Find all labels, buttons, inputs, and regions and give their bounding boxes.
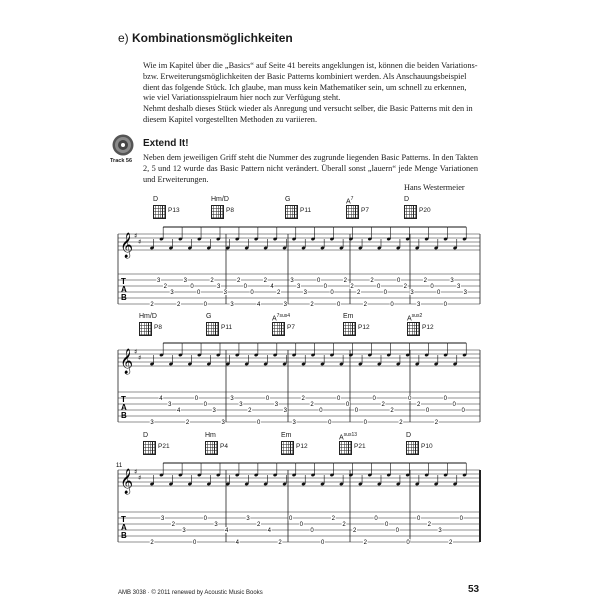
tab-number: 3 <box>212 408 216 414</box>
tab-number: 2 <box>343 278 348 284</box>
tab-number: 3 <box>303 290 308 296</box>
sharp-icon: ♯ <box>134 468 138 476</box>
tab-clef-letter: A <box>121 403 127 412</box>
tab-number: 2 <box>236 278 241 284</box>
tab-number: 2 <box>350 284 354 290</box>
tab-clef-letter: A <box>121 523 127 532</box>
tab-number: 2 <box>434 420 439 426</box>
chord-extension: 7sus4 <box>276 313 291 319</box>
tab-number: 3 <box>214 522 218 528</box>
tab-number: 0 <box>203 516 208 522</box>
tab-number: 2 <box>185 420 190 426</box>
tab-number: 0 <box>196 290 201 296</box>
tab-clef-letter: A <box>121 285 127 294</box>
sharp-icon: ♯ <box>134 348 138 356</box>
tab-number: 4 <box>267 528 272 534</box>
treble-clef-icon: 𝄞 <box>120 349 134 374</box>
pattern-number: P11 <box>300 207 312 214</box>
pattern-number: P11 <box>221 324 233 331</box>
tab-number: 3 <box>438 528 442 534</box>
tab-number: 3 <box>456 284 461 290</box>
tab-number: 2 <box>381 402 385 408</box>
chord-extension: sus13 <box>343 432 358 438</box>
chord-root: D <box>143 432 149 439</box>
pattern-number: P7 <box>287 324 295 331</box>
treble-clef-icon: 𝄞 <box>120 469 134 494</box>
tab-number: 3 <box>290 278 294 284</box>
section-text: Neben dem jeweiligen Griff steht die Nummer des zugrunde liegenden Basic Patterns. In den Takten 2, 5 und 12 wurde das Basic Pattern nicht verändert. Überall sonst „lauern“ jede Menge Variationen und Erweiterungen. <box>143 153 478 184</box>
tab-number: 4 <box>270 284 274 290</box>
tab-number: 0 <box>203 402 208 408</box>
page-number: 53 <box>468 584 480 595</box>
measure-number: 11 <box>116 463 123 469</box>
tab-number: 2 <box>448 540 453 546</box>
tab-number: 0 <box>416 516 421 522</box>
tab-number: 0 <box>288 516 293 522</box>
tab-number: 4 <box>176 408 181 414</box>
tab-number: 0 <box>323 284 328 290</box>
tab-number: 2 <box>403 284 408 290</box>
chord-root: A <box>339 434 344 442</box>
tab-number: 2 <box>310 302 314 308</box>
tab-number: 0 <box>345 402 350 408</box>
pattern-number: P21 <box>158 443 170 450</box>
tab-number: 0 <box>265 396 270 402</box>
tab-number: 2 <box>278 540 282 546</box>
chord-extension: 7 <box>350 196 354 202</box>
tab-number: 2 <box>256 522 261 528</box>
chord-root: A <box>272 315 277 323</box>
tab-clef-letter: T <box>121 395 126 404</box>
tab-number: 2 <box>210 278 214 284</box>
tab-number: 0 <box>316 278 321 284</box>
tab-number: 0 <box>396 278 401 284</box>
tab-number: 0 <box>436 290 441 296</box>
tab-number: 0 <box>192 540 197 546</box>
pattern-number: P12 <box>358 324 370 331</box>
tab-number: 2 <box>176 302 181 308</box>
tab-clef-letter: T <box>121 277 126 286</box>
section-title: Extend It! <box>143 138 189 149</box>
tab-number: 0 <box>395 528 400 534</box>
chord-root: A <box>407 315 412 323</box>
tab-number: 0 <box>459 516 464 522</box>
tab-number: 0 <box>363 420 368 426</box>
tab-number: 0 <box>319 408 323 414</box>
sharp-icon: ♯ <box>134 232 138 240</box>
tab-number: 2 <box>248 408 252 414</box>
tab-number: 0 <box>336 302 341 308</box>
tab-number: 2 <box>356 290 361 296</box>
pattern-number: P10 <box>421 443 433 450</box>
tab-number: 2 <box>301 396 305 402</box>
tab-number: 0 <box>310 528 314 534</box>
tab-number: 0 <box>390 302 394 308</box>
tab-number: 0 <box>430 284 434 290</box>
tab-number: 2 <box>263 278 268 284</box>
chord-root: D <box>153 196 159 203</box>
tab-number: 2 <box>163 284 168 290</box>
tab-number: 0 <box>374 516 378 522</box>
sharp-icon: ♯ <box>138 354 142 362</box>
tab-number: 2 <box>363 302 368 308</box>
tab-number: 3 <box>230 396 234 402</box>
chord-root: Em <box>281 432 292 439</box>
track-label: Track 56 <box>110 158 133 164</box>
tab-number: 0 <box>354 408 359 414</box>
tab-number: 2 <box>310 402 314 408</box>
tab-number: 0 <box>328 420 332 426</box>
tab-number: 0 <box>425 408 430 414</box>
chord-root: Em <box>343 313 354 320</box>
tab-number: 3 <box>283 408 288 414</box>
tab-number: 3 <box>223 290 228 296</box>
tab-number: 0 <box>443 302 448 308</box>
tab-number: 3 <box>183 278 188 284</box>
tab-number: 2 <box>171 522 176 528</box>
chord-root: Hm/D <box>211 196 229 203</box>
tab-clef-letter: B <box>121 531 127 540</box>
tab-number: 3 <box>239 402 243 408</box>
footer-copyright: AMB 3038 · © 2011 renewed by Acoustic Music Books <box>118 590 263 596</box>
sharp-icon: ♯ <box>138 238 142 246</box>
tab-number: 0 <box>250 290 254 296</box>
heading-letter: e) <box>118 31 129 45</box>
pattern-number: P13 <box>168 207 180 214</box>
tab-number: 0 <box>243 284 248 290</box>
tab-number: 0 <box>383 290 388 296</box>
tab-number: 3 <box>168 402 172 408</box>
tab-number: 0 <box>461 408 465 414</box>
tab-number: 3 <box>296 284 301 290</box>
composer-name: Hans Westermeier <box>404 183 465 192</box>
tab-number: 0 <box>330 290 334 296</box>
tab-number: 2 <box>370 278 374 284</box>
tab-number: 0 <box>190 284 194 290</box>
pattern-number: P12 <box>296 443 308 450</box>
chord-root: Hm/D <box>139 313 157 320</box>
tab-number: 4 <box>224 528 229 534</box>
tab-number: 0 <box>256 420 261 426</box>
tab-number: 2 <box>390 408 394 414</box>
tab-number: 2 <box>363 540 368 546</box>
heading-title: Kombinationsmöglichkeiten <box>132 31 293 45</box>
tab-number: 2 <box>352 528 357 534</box>
chord-root: D <box>406 432 412 439</box>
pattern-number: P20 <box>419 207 431 214</box>
pattern-number: P4 <box>220 443 228 450</box>
tab-number: 3 <box>410 290 414 296</box>
tab-number: 3 <box>150 420 154 426</box>
tab-clef-letter: B <box>121 293 127 302</box>
tab-number: 0 <box>452 402 456 408</box>
tab-number: 4 <box>235 540 240 546</box>
tab-number: 0 <box>194 396 199 402</box>
tab-number: 4 <box>256 302 261 308</box>
tab-number: 3 <box>292 420 296 426</box>
tab-number: 2 <box>150 540 154 546</box>
tab-number: 2 <box>416 402 421 408</box>
tab-number: 4 <box>159 396 163 402</box>
intro-paragraph-2: Nehmt deshalb dieses Stück wieder als Anregung und versucht selber, die Basic Patterns mit den in diesem Kapitel vorgestellten Methoden zu variieren. <box>143 104 473 124</box>
tab-number: 3 <box>156 278 161 284</box>
pattern-number: P12 <box>422 324 434 331</box>
tab-number: 2 <box>427 522 432 528</box>
tab-number: 3 <box>246 516 250 522</box>
pattern-number: P8 <box>226 207 234 214</box>
tab-number: 3 <box>160 516 165 522</box>
chord-root: D <box>404 196 410 203</box>
chord-root: A <box>346 198 351 206</box>
chord-root: G <box>285 196 291 203</box>
tab-number: 0 <box>320 540 325 546</box>
tab-number: 2 <box>331 516 336 522</box>
pattern-number: P7 <box>361 207 369 214</box>
tab-number: 3 <box>216 284 221 290</box>
tab-clef-letter: T <box>121 515 126 524</box>
tab-number: 3 <box>450 278 454 284</box>
treble-clef-icon: 𝄞 <box>120 233 134 258</box>
chord-root: G <box>206 313 212 320</box>
tab-number: 3 <box>170 290 174 296</box>
tab-number: 0 <box>408 396 412 402</box>
chord-root: Hm <box>205 432 216 439</box>
tab-number: 0 <box>299 522 304 528</box>
tab-number: 2 <box>423 278 428 284</box>
tab-number: 3 <box>221 420 225 426</box>
tab-number: 0 <box>336 396 341 402</box>
tab-number: 2 <box>276 290 281 296</box>
pattern-number: P21 <box>354 443 366 450</box>
tab-number: 3 <box>230 302 234 308</box>
tab-number: 0 <box>376 284 381 290</box>
sharp-icon: ♯ <box>138 474 142 482</box>
tab-number: 2 <box>342 522 346 528</box>
tab-number: 0 <box>203 302 208 308</box>
tab-number: 0 <box>384 522 389 528</box>
tab-number: 3 <box>283 302 288 308</box>
tab-number: 2 <box>399 420 403 426</box>
tab-number: 0 <box>372 396 376 402</box>
tab-number: 2 <box>150 302 154 308</box>
intro-paragraph-1: Wie im Kapitel über die „Basics“ auf Seite 41 bereits angeklungen ist, können die beiden Variations- bzw. Erweiterungsmöglichkeiten der Basic Patterns kombiniert werden. Als Anschauungsbeispiel dient das folgende Stück. Ich glaube, man muss kein Mathematiker sein, um schnell zu erkennen, wie viel Variationsspielraum hier noch zur Verfügung steht. <box>143 61 478 103</box>
tab-number: 3 <box>463 290 468 296</box>
tab-number: 0 <box>443 396 448 402</box>
tab-number: 0 <box>406 540 410 546</box>
tab-clef-letter: B <box>121 411 127 420</box>
chord-extension: sus2 <box>411 313 423 319</box>
pattern-number: P8 <box>154 324 162 331</box>
tab-number: 3 <box>274 402 279 408</box>
tab-number: 3 <box>416 302 421 308</box>
tab-number: 3 <box>182 528 186 534</box>
